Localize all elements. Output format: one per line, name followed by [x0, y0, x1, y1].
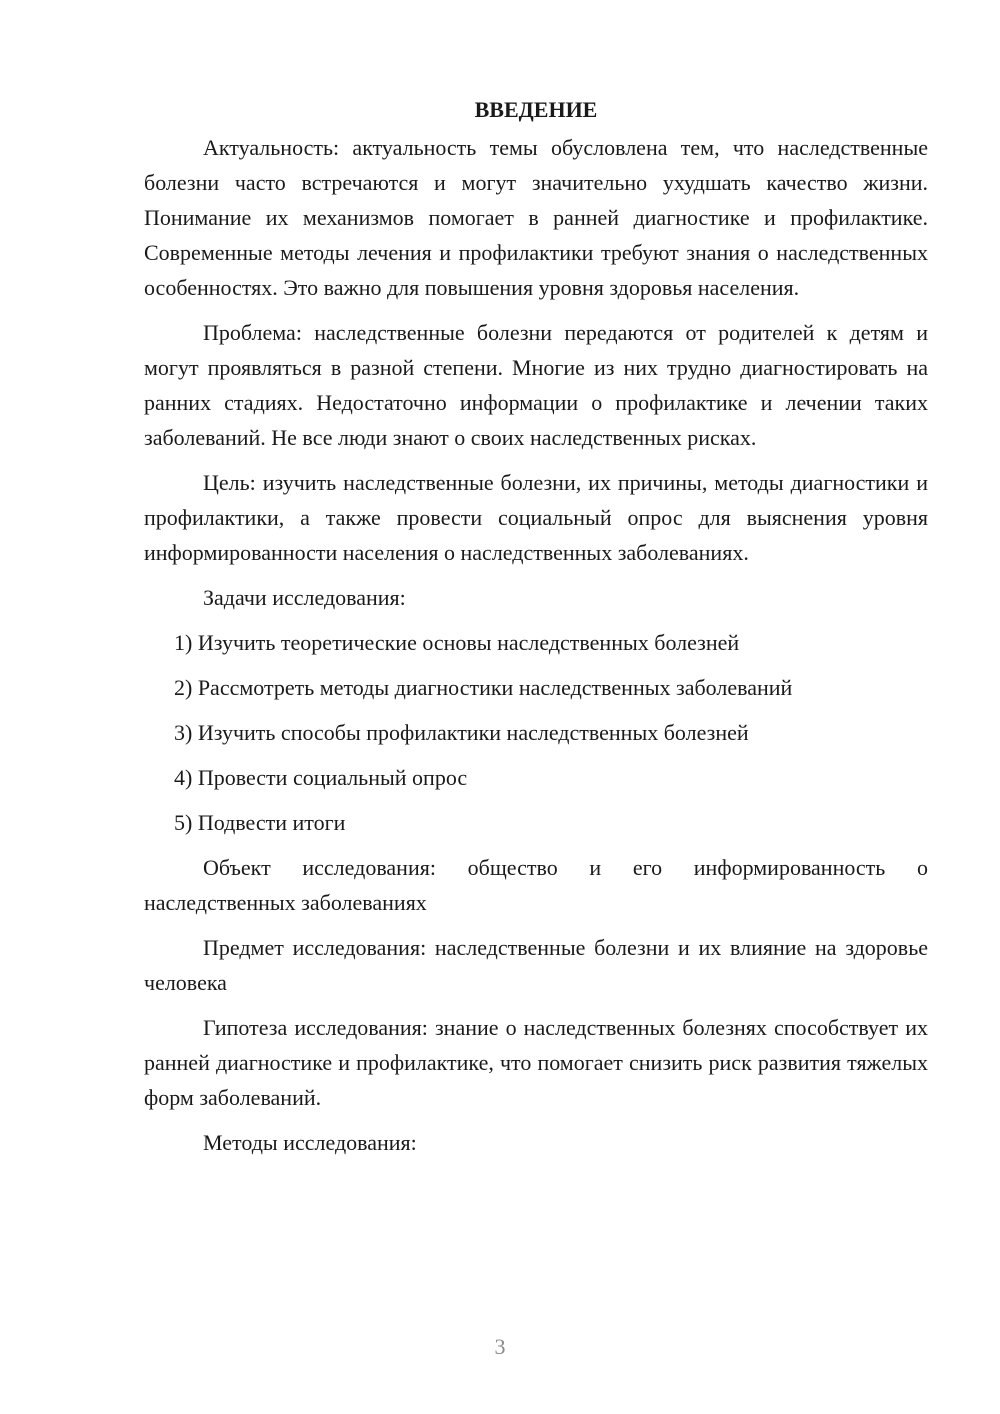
list-item: 5) Подвести итоги — [174, 810, 346, 835]
paragraph-problem: Проблема: наследственные болезни передаются от родителей к детям и могут проявляться в разной степени. Многие из них трудно диагностировать на ранних стадиях. Недостаточно информации о профилактике и лечении таких заболеваний. Не все люди знают о своих наследственных рисках. — [144, 320, 928, 450]
paragraph-methods: Методы исследования: — [203, 1130, 417, 1155]
document-page — [144, 92, 928, 1170]
paragraph-relevance: Актуальность: актуальность темы обусловлена тем, что наследственные болезни часто встречаются и могут значительно ухудшать качество жизни. Понимание их механизмов помогает в ранней диагностике и профилактике. Современные методы лечения и профилактики требуют знания о наследственных особенностях. Это важно для повышения уровня здоровья населения. — [144, 135, 928, 300]
list-item: 2) Рассмотреть методы диагностики наследственных заболеваний — [174, 675, 793, 700]
paragraph-goal: Цель: изучить наследственные болезни, их причины, методы диагностики и профилактики, а также провести социальный опрос для выяснения уровня информированности населения о наследственных заболеваниях. — [144, 470, 928, 565]
tasks-list — [144, 625, 928, 840]
list-item: 4) Провести социальный опрос — [174, 765, 468, 790]
section-title: ВВЕДЕНИЕ — [474, 97, 598, 122]
paragraph-subject: Предмет исследования: наследственные болезни и их влияние на здоровье человека — [144, 935, 928, 995]
paragraph-object: Объект исследования: общество и его информированность о наследственных заболеваниях — [144, 855, 928, 915]
list-item: 3) Изучить способы профилактики наследственных болезней — [174, 720, 749, 745]
page-number: 3 — [494, 1334, 506, 1359]
paragraph-hypothesis: Гипотеза исследования: знание о наследственных болезнях способствует их ранней диагностике и профилактике, что помогает снизить риск развития тяжелых форм заболеваний. — [144, 1015, 928, 1110]
list-item: 1) Изучить теоретические основы наследственных болезней — [174, 630, 740, 655]
tasks-label: Задачи исследования: — [203, 585, 406, 610]
